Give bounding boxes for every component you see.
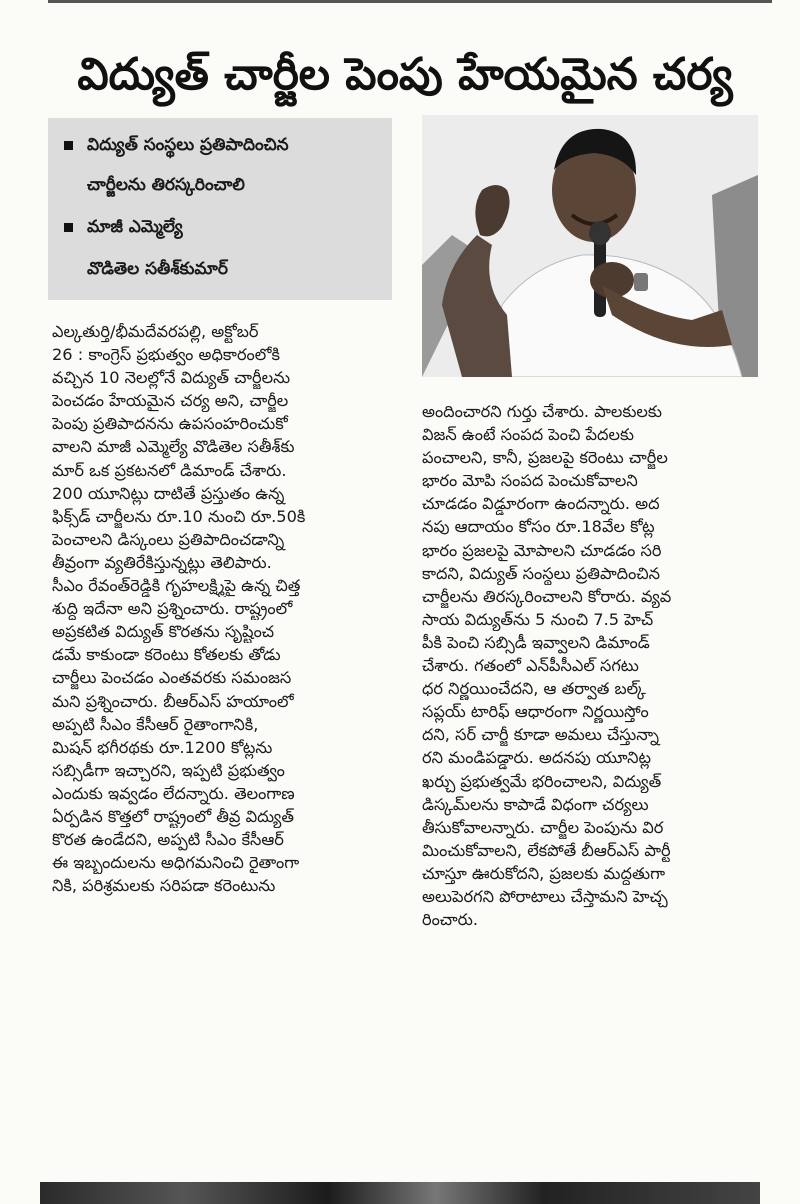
subhead-item xyxy=(64,128,289,162)
article-line: దని, సర్ చార్జీ కూడా అమలు చేస్తున్నా xyxy=(422,725,660,745)
article-line: చేశారు. గతంలో ఎన్‌పీసీఎల్ సగటు xyxy=(422,656,639,676)
article-line: అప్రకటిత విద్యుత్ కొరతను సృష్టించ xyxy=(52,622,275,642)
article-line: రించారు. xyxy=(422,910,479,930)
subhead-line: మాజీ ఎమ్మెల్యే xyxy=(87,217,183,237)
subhead-box xyxy=(48,118,392,300)
article-line: అప్పటి సీఎం కేసీఆర్ రైతాంగానికి, xyxy=(52,714,259,734)
photo-illustration xyxy=(422,115,758,377)
subhead-line: వొడితెల సతీశ్‌కుమార్ xyxy=(87,259,228,279)
article-line: సీఎం రేవంత్‌రెడ్డికి గృహలక్ష్మిపై ఉన్న చిత్త xyxy=(52,576,301,596)
article-column-left xyxy=(52,320,398,897)
article-line: భారం మోపి సంపద పెంచుకోవాలని xyxy=(422,471,638,491)
article-line: ధర నిర్ణయించేదని, ఆ తర్వాత బల్క్ xyxy=(422,679,646,699)
article-line: సబ్సిడీగా ఇచ్చారని, ఇప్పటి ప్రభుత్వం xyxy=(52,760,285,780)
article-line: మని ప్రశ్నించారు. బీఆర్‌ఎస్ హయాంలో xyxy=(52,691,294,711)
subhead-line: చార్జీలను తిరస్కరించాలి xyxy=(87,175,245,195)
article-line: పెంచడం హేయమైన చర్య అని, చార్జీల xyxy=(52,391,289,411)
article-line: అందించారని గుర్తు చేశారు. పాలకులకు xyxy=(422,402,662,421)
article-line: తీసుకోవాలన్నారు. చార్జీల పెంపును విర xyxy=(422,817,664,837)
article-line: డమే కాకుండా కరెంటు కోతలకు తోడు xyxy=(52,645,281,665)
article-line: ఎల్కతుర్తి/భీమదేవరపల్లి, అక్టోబర్ xyxy=(52,322,259,341)
article-line: సాయ విద్యుత్‌ను 5 నుంచి 7.5 హెచ్ xyxy=(422,609,654,629)
article-line: మించుకోవాలని, లేకపోతే బీఆర్‌ఎస్ పార్టీ xyxy=(422,840,671,860)
article-line: కొరత ఉండేదని, అప్పటి సీఎం కేసీఆర్ xyxy=(52,830,284,850)
article-line: సప్లయ్ టారిఫ్ ఆధారంగా నిర్ణయిస్తోం xyxy=(422,702,649,722)
article-line: రని మండిపడ్డారు. అదనపు యూనిట్ల xyxy=(422,748,651,768)
article-line: ఫిక్స్‌డ్ చార్జీలను రూ.10 నుంచి రూ.50కి xyxy=(52,506,306,526)
article-line: మిషన్ భగీరథకు రూ.1200 కోట్లను xyxy=(52,737,273,757)
subhead-item xyxy=(64,210,183,244)
bullet-icon xyxy=(64,141,73,150)
article-line: భారం ప్రజలపై మోపాలని చూడడం సరి xyxy=(422,540,662,560)
article-line: విజన్ ఉంటే సంపద పెంచి పేదలకు xyxy=(422,425,634,445)
article-line: అలుపెరగని పోరాటాలు చేస్తామని హెచ్చ xyxy=(422,886,668,906)
article-line: చార్జీలు పెంచడం ఎంతవరకు సమంజస xyxy=(52,668,292,688)
article-line: డిస్కమ్‌లను కాపాడే విధంగా చర్యలు xyxy=(422,794,649,814)
article-line: పీకి పెంచి సబ్సిడీ ఇవ్వాలని డిమాండ్ xyxy=(422,632,650,652)
bullet-icon xyxy=(64,223,73,232)
article-line: ఎందుకు ఇవ్వడం లేదన్నారు. తెలంగాణ xyxy=(52,783,295,803)
article-line: చూడడం విడ్డూరంగా ఉందన్నారు. అద xyxy=(422,494,660,514)
article-line: చూస్తూ ఊరుకోదని, ప్రజలకు మద్దతుగా xyxy=(422,863,666,883)
article-line: వచ్చిన 10 నెలల్లోనే విద్యుత్ చార్జీలను xyxy=(52,368,291,388)
article-line: ఏర్పడిన కొత్తలో రాష్ట్రంలో తీవ్ర విద్యుత్ xyxy=(52,806,294,826)
article-line: పెంపు ప్రతిపాదనను ఉపసంహరించుకో xyxy=(52,414,288,434)
article-column-right xyxy=(422,400,762,931)
article-line: పెంచాలని డిస్కంలు ప్రతిపాదించడాన్ని xyxy=(52,529,285,549)
article-line: ఖర్చు ప్రభుత్వమే భరించాలని, విద్యుత్ xyxy=(422,771,662,791)
adjacent-article-strip xyxy=(40,1182,760,1204)
article-line: మార్ ఒక ప్రకటనలో డిమాండ్ చేశారు. xyxy=(52,460,287,480)
politician-speaking-photo xyxy=(422,115,758,377)
article-line: 200 యూనిట్లు దాటితే ప్రస్తుతం ఉన్న xyxy=(52,483,285,503)
article-line: వాలని మాజీ ఎమ్మెల్యే వొడితెల సతీశ్‌కు xyxy=(52,437,295,457)
article-line: ఈ ఇబ్బందులను అధిగమనించి రైతాంగా xyxy=(52,853,300,873)
article-line: తీవ్రంగా వ్యతిరేకిస్తున్నట్లు తెలిపారు. xyxy=(52,552,272,572)
top-rule xyxy=(48,0,772,3)
article-line: కాదని, విద్యుత్ సంస్థలు ప్రతిపాదించిన xyxy=(422,563,661,583)
article-line: చార్జీలను తిరస్కరించాలని కోరారు. వ్యవ xyxy=(422,586,672,606)
article-line: నపు ఆదాయం కోసం రూ.18వేల కోట్ల xyxy=(422,517,655,537)
article-line: శుద్ధి ఇదేనా అని ప్రశ్నించారు. రాష్ట్రంలో xyxy=(52,599,293,619)
article-line: నికి, పరిశ్రమలకు సరిపడా కరెంటును xyxy=(52,876,276,896)
article-line: పంచాలని, కానీ, ప్రజలపై కరెంటు చార్జీల xyxy=(422,448,668,468)
headline: విద్యుత్ చార్జీల పెంపు హేయమైన చర్య xyxy=(77,49,733,100)
article-line: 26 : కాంగ్రెస్ ప్రభుత్వం అధికారంలోకి xyxy=(52,345,280,365)
subhead-line: విద్యుత్ సంస్థలు ప్రతిపాదించిన xyxy=(87,135,289,155)
